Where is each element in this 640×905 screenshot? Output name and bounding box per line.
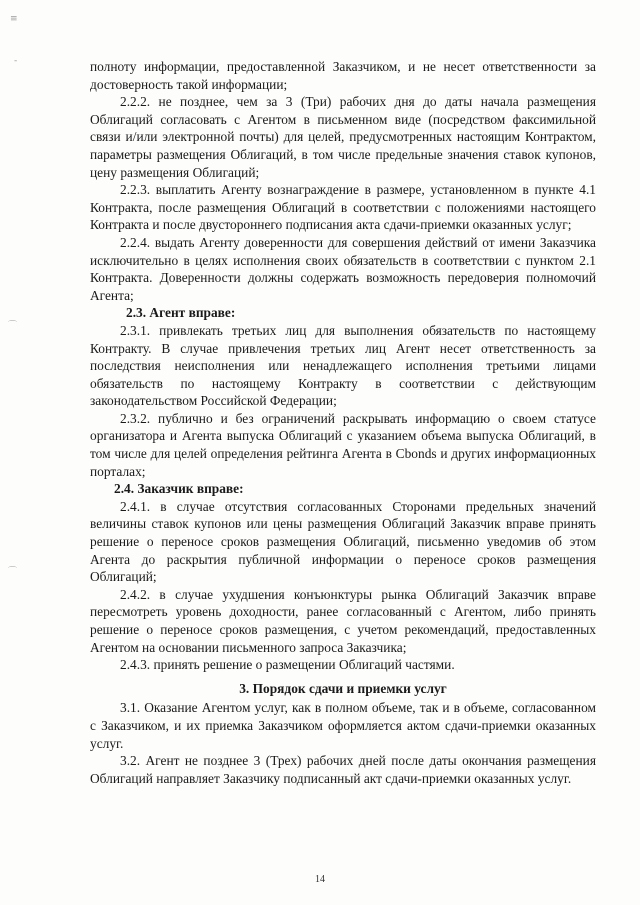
paragraph: 2.4.1. в случае отсутствия согласованных Сторонами предельных значений величины ставок купонов или цены размещения Облигаций Заказчик вправе принять решение о переносе сроков размещения Облигаций, письменно уведомив об этом Агента до раскрытия публичной информации о переносе сроков размещения Облигаций; (90, 498, 596, 585)
paragraph: 2.3.2. публично и без ограничений раскрывать информацию о своем статусе организатора и Агента выпуска Облигаций с указанием объема выпуска Облигаций, в том числе для целей определения рейтинга Агента в Cbonds и других информационных порталах; (90, 410, 596, 479)
paragraph: 2.2.4. выдать Агенту доверенности для совершения действий от имени Заказчика исключительно в целях исполнения своих обязательств в соответствии с пунктом 2.1 Контракта. Доверенности должны содержать возможность передоверия полномочий Агента; (90, 234, 596, 303)
paragraph: 2.4.3. принять решение о размещении Облигаций частями. (120, 657, 455, 673)
scan-mark: ⌒ (8, 567, 18, 577)
page-number: 14 (315, 874, 325, 885)
document-body (90, 58, 596, 787)
paragraph: 2.3.1. привлекать третьих лиц для выполнения обязательств по настоящему Контракту. В случае привлечения третьих лиц Агент несет ответственность за последствия неисполнения или ненадлежащего исполнения третьими лицами обязательств по настоящему Контракту в соответствии с действующим законодательством Российской Федерации; (90, 322, 596, 409)
paragraph: полноту информации, предоставленной Заказчиком, и не несет ответственности за достоверность такой информации; (90, 59, 596, 92)
paragraph: 2.2.3. выплатить Агенту вознаграждение в размере, установленном в пункте 4.1 Контракта, после размещения Облигаций в соответствии с положениями настоящего Контракта и после двустороннего подписания акта сдачи-приемки оказанных услуг; (90, 182, 596, 233)
paragraph: 3.2. Агент не позднее 3 (Трех) рабочих дней после даты окончания размещения Облигаций направляет Заказчику подписанный акт сдачи-приемки оказанных услуг. (90, 753, 596, 786)
scan-mark: ≡ (10, 14, 18, 24)
paragraph: 3.1. Оказание Агентом услуг, как в полном объеме, так и в объеме, согласованном с Заказчиком, и их приемка Заказчиком оформляется актом сдачи-приемки оказанных услуг. (90, 700, 596, 751)
scan-mark: ⌒ (8, 321, 18, 331)
paragraph: 2.4.2. в случае ухудшения конъюнктуры рынка Облигаций Заказчик вправе пересмотреть уровень доходности, ранее согласованный с Агентом, либо принять решение о переносе сроков размещения, с учетом рекомендаций, предоставленных Агентом на основании письменного запроса Заказчика; (90, 586, 596, 655)
subheading-agent-rights: 2.3. Агент вправе: (126, 305, 236, 321)
section-title: 3. Порядок сдачи и приемки услуг (239, 680, 447, 696)
subheading-customer-rights: 2.4. Заказчик вправе: (114, 481, 244, 497)
paragraph: 2.2.2. не позднее, чем за 3 (Три) рабочих дня до даты начала размещения Облигаций согласовать с Агентом в письменном виде (посредством факсимильной связи и/или электронной почты) для целей, предусмотренных настоящим Контрактом, параметры размещения Облигаций, в том числе предельные значения ставок купонов, цену размещения Облигаций; (90, 94, 596, 180)
scan-mark: - (14, 56, 18, 66)
